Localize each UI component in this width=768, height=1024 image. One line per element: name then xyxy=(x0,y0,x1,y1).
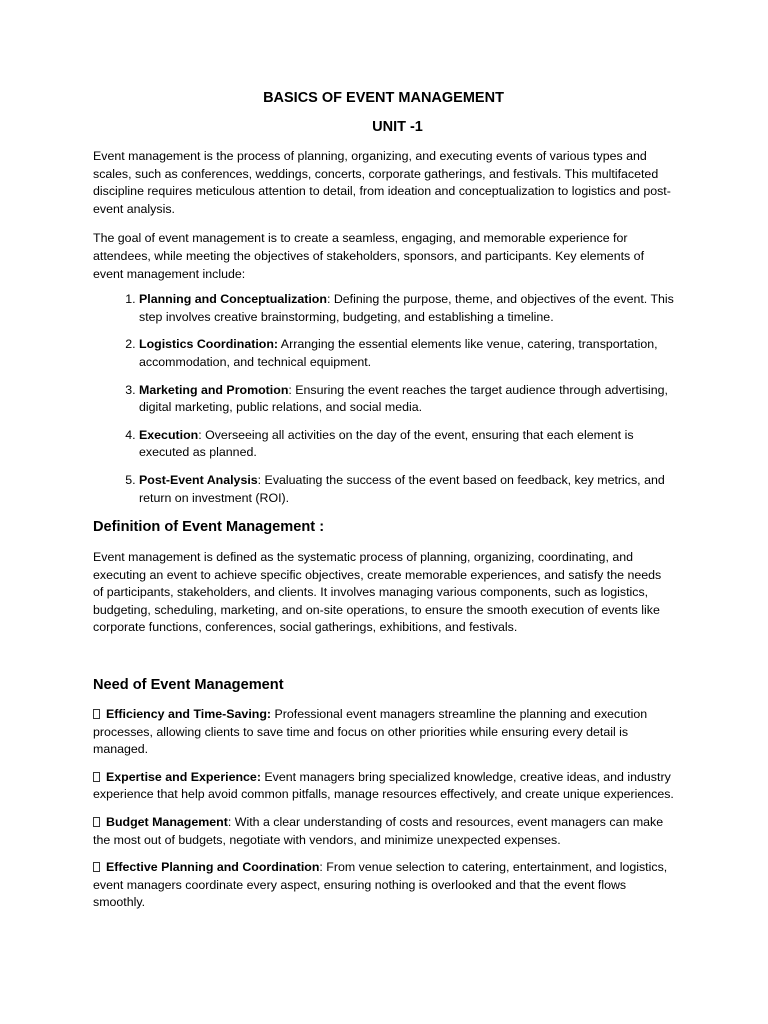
list-item-text: : From venue selection to catering, entertainment, and logistics, event managers coordinate every aspect, ensuring nothing is overlooked and that the event flows smoothly. xyxy=(93,860,668,910)
list-item xyxy=(139,336,674,371)
missing-glyph-box-icon xyxy=(93,772,100,782)
key-elements-list xyxy=(93,291,674,507)
list-item-text: : Ensuring the event reaches the target audience through advertising, digital marketing, public relations, and social media. xyxy=(139,382,668,415)
list-item xyxy=(139,382,674,417)
list-item-term: Marketing and Promotion xyxy=(139,382,289,397)
list-item xyxy=(93,814,674,849)
unit-label: UNIT -1 xyxy=(372,119,423,135)
list-item-text: : Evaluating the success of the event based on feedback, key metrics, and return on investment (ROI). xyxy=(139,472,665,505)
intro-paragraph-1: Event management is the process of planning, organizing, and executing events of various types and scales, such as conferences, weddings, concerts, corporate gatherings, and festivals. This multifaceted discipline requires meticulous attention to detail, from ideation and conceptualization to logistics and post-event analysis. xyxy=(93,149,671,216)
document-title: BASICS OF EVENT MANAGEMENT xyxy=(263,90,504,106)
list-item-text: : Overseeing all activities on the day of the event, ensuring that each element is executed as planned. xyxy=(139,427,634,460)
missing-glyph-box-icon xyxy=(93,817,100,827)
list-item-term: Expertise and Experience: xyxy=(106,769,261,784)
definition-heading: Definition of Event Management : xyxy=(93,519,325,536)
list-item-text: : Defining the purpose, theme, and objectives of the event. This step involves creative brainstorming, budgeting, and establishing a timeline. xyxy=(139,292,674,324)
intro-paragraph-2: The goal of event management is to create a seamless, engaging, and memorable experience for attendees, while meeting the objectives of stakeholders, sponsors, and participants. Key elements of event management include: xyxy=(93,231,645,281)
list-item-text: Event managers bring specialized knowledge, creative ideas, and industry experience that help avoid common pitfalls, manage resources effectively, and create unique experiences. xyxy=(93,769,674,802)
list-item-text: Professional event managers streamline the planning and execution processes, allowing clients to save time and focus on other priorities while ensuring every detail is managed. xyxy=(93,707,648,757)
list-item-text: Arranging the essential elements like venue, catering, transportation, accommodation, and technical equipment. xyxy=(139,337,658,369)
list-item-term: Execution xyxy=(139,427,199,442)
list-item xyxy=(139,291,674,326)
list-item xyxy=(139,472,674,507)
list-item-term: Effective Planning and Coordination xyxy=(106,860,320,875)
list-item-term: Efficiency and Time-Saving: xyxy=(106,707,272,722)
list-item-term: Budget Management xyxy=(106,815,228,830)
missing-glyph-box-icon xyxy=(93,709,100,719)
list-item-term: Post-Event Analysis xyxy=(139,472,258,487)
list-item-term: Logistics Coordination: xyxy=(139,337,279,352)
definition-paragraph: Event management is defined as the systematic process of planning, organizing, coordinating, and executing an event to achieve specific objectives, create memorable experiences, and satisfy the needs of participants, stakeholders, and clients. It involves managing various components, such as logistics, budgeting, scheduling, marketing, and on-site operations, to ensure the smooth execution of events like corporate functions, conferences, social gatherings, exhibitions, and festivals. xyxy=(93,550,662,635)
list-item xyxy=(139,427,674,462)
list-item xyxy=(93,859,674,912)
list-item xyxy=(93,706,674,759)
list-item xyxy=(93,769,674,804)
list-item-term: Planning and Conceptualization xyxy=(139,292,327,307)
missing-glyph-box-icon xyxy=(93,862,100,872)
list-item-text: : With a clear understanding of costs and resources, event managers can make the most out of budgets, negotiate with vendors, and minimize unexpected expenses. xyxy=(93,815,664,847)
need-heading: Need of Event Management xyxy=(93,677,284,694)
